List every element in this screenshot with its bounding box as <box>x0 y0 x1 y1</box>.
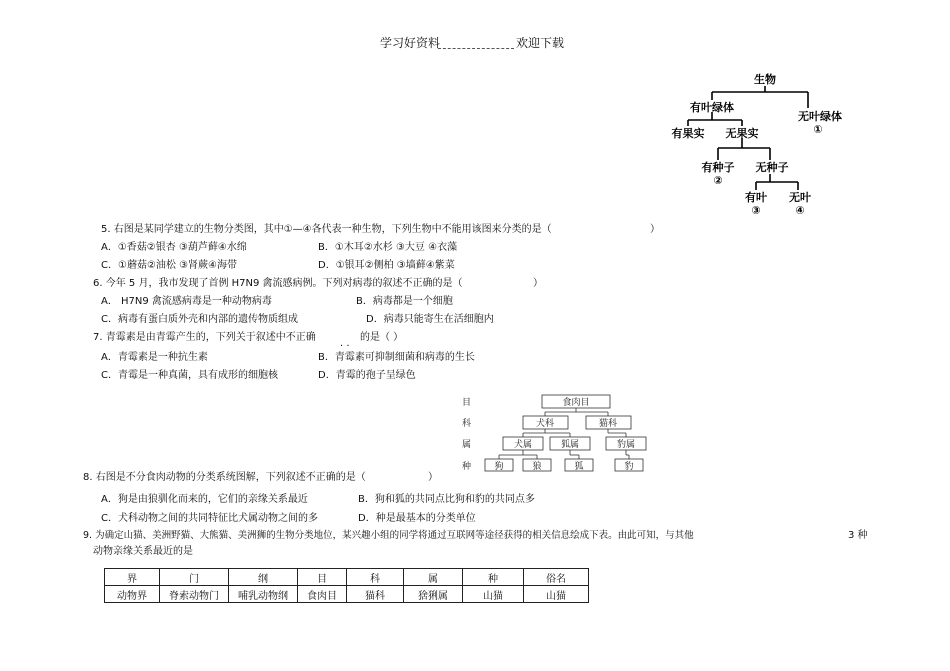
table-header-cell: 纲 <box>229 569 298 586</box>
tree-root-label: 生物 <box>754 73 776 86</box>
table-header-cell: 属 <box>404 569 463 586</box>
tree-node-seed: 有种子 <box>701 161 735 174</box>
rank-species-label: 种 <box>462 462 472 472</box>
q5-option-a: A．①香菇②银杏 ③葫芦藓④水绵 <box>101 242 247 253</box>
q5-option-c: C．①蘑菇②油松 ③肾蕨④海带 <box>101 260 238 271</box>
table-cell: 食肉目 <box>298 586 347 603</box>
table-row <box>105 586 589 603</box>
tree-node-chloroplast: 有叶绿体 <box>690 101 734 114</box>
tree-node-no-chloroplast: 无叶绿体 <box>798 110 842 123</box>
q8-option-c: C．犬科动物之间的共同特征比犬属动物之间的多 <box>101 513 318 524</box>
q6-option-b: B．病毒都是一个细胞 <box>356 296 453 307</box>
q8-option-b: B．狗和狐的共同点比狗和豹的共同点多 <box>358 494 535 505</box>
tree-node-fruit: 有果实 <box>671 127 705 140</box>
q7-option-d: D．青霉的孢子呈绿色 <box>318 370 416 381</box>
q7-stem: 7. 青霉素是由青霉产生的，下列关于叙述中不正确 <box>93 332 316 343</box>
node-canidae: 犬科 <box>535 419 555 429</box>
q7-stem-end: 的是（ ） <box>360 332 404 343</box>
q6-stem: 6. 今年 5 月，我市发现了首例 H7N9 禽流感病例。下列对病毒的叙述不正确的是（ <box>93 278 463 289</box>
node-carnivora: 食肉目 <box>562 398 590 408</box>
emphasis-dots: . . <box>340 338 350 349</box>
tree-marker-1: ① <box>813 123 823 136</box>
q7-option-a: A．青霉素是一种抗生素 <box>101 352 208 363</box>
classification-table <box>104 568 589 603</box>
q7-option-c: C．青霉是一种真菌，具有成形的细胞核 <box>101 370 278 381</box>
q9-stem-tail: 3 种 <box>848 530 868 541</box>
node-canis: 犬属 <box>513 440 533 450</box>
q6-close: ） <box>533 278 543 289</box>
table-cell: 动物界 <box>105 586 160 603</box>
table-header-cell: 门 <box>160 569 229 586</box>
node-felidae: 猫科 <box>598 419 618 429</box>
node-wolf: 狼 <box>532 462 542 472</box>
q9-stem-line2: 动物亲缘关系最近的是 <box>93 546 193 557</box>
table-cell: 猫科 <box>347 586 404 603</box>
node-panthera: 豹属 <box>616 440 636 450</box>
table-header-cell: 界 <box>105 569 160 586</box>
table-cell: 山猫 <box>463 586 524 603</box>
node-dog: 狗 <box>494 462 504 472</box>
q5-option-b: B．①木耳②水杉 ③大豆 ④衣藻 <box>318 242 458 253</box>
q5-option-d: D．①银耳②侧柏 ③墙藓④紫菜 <box>318 260 455 271</box>
q8-close: ） <box>428 472 438 483</box>
q8-stem: 8. 右图是不分食肉动物的分类系统图解，下列叙述不正确的是（ <box>83 472 366 483</box>
tree-node-leaf: 有叶 <box>745 191 767 204</box>
q9-stem: 9. 为确定山猫、美洲野猫、大熊猫、美洲狮的生物分类地位，某兴趣小组的同学将通过互联网等途径获得的相关信息绘成下表。由此可知，与其他 <box>83 530 694 541</box>
q5-stem: 5. 右图是某同学建立的生物分类图，其中①—④各代表一种生物，下列生物中不能用该图来分类的是（ <box>101 224 552 235</box>
table-header-cell: 种 <box>463 569 524 586</box>
tree-node-no-leaf: 无叶 <box>789 191 811 204</box>
carnivore-classification-diagram <box>458 393 663 478</box>
rank-genus-label: 属 <box>462 440 472 450</box>
tree-marker-3: ③ <box>751 204 761 217</box>
q6-option-a: A． H7N9 禽流感病毒是一种动物病毒 <box>101 296 272 307</box>
q6-option-c: C．病毒有蛋白质外壳和内部的遗传物质组成 <box>101 314 298 325</box>
q8-option-a: A．狗是由狼驯化而来的，它们的亲缘关系最近 <box>101 494 308 505</box>
q7-option-b: B．青霉素可抑制细菌和病毒的生长 <box>318 352 475 363</box>
table-cell: 脊索动物门 <box>160 586 229 603</box>
node-leopard: 豹 <box>624 462 634 472</box>
table-cell: 哺乳动物纲 <box>229 586 298 603</box>
rank-family-label: 科 <box>462 419 472 429</box>
q6-option-d: D．病毒只能寄生在活细胞内 <box>366 314 494 325</box>
rank-order-label: 目 <box>462 398 472 408</box>
tree-marker-4: ④ <box>795 204 805 217</box>
node-fox: 狐 <box>574 462 584 472</box>
q8-option-d: D．种是最基本的分类单位 <box>358 513 476 524</box>
table-header-cell: 俗名 <box>524 569 589 586</box>
table-header-row <box>105 569 589 586</box>
node-vulpes: 狐属 <box>560 440 580 450</box>
header-left: 学习好资料 <box>380 36 441 50</box>
table-header-cell: 科 <box>347 569 404 586</box>
q5-close: ） <box>650 224 660 235</box>
tree-marker-2: ② <box>713 174 723 187</box>
header-divider <box>438 48 514 49</box>
tree-node-no-fruit: 无果实 <box>725 127 759 140</box>
table-cell: 猞猁属 <box>404 586 463 603</box>
table-header-cell: 目 <box>298 569 347 586</box>
header-right: 欢迎下载 <box>516 36 565 50</box>
table-cell: 山猫 <box>524 586 589 603</box>
tree-node-no-seed: 无种子 <box>755 161 789 174</box>
classification-tree-diagram <box>660 68 880 218</box>
